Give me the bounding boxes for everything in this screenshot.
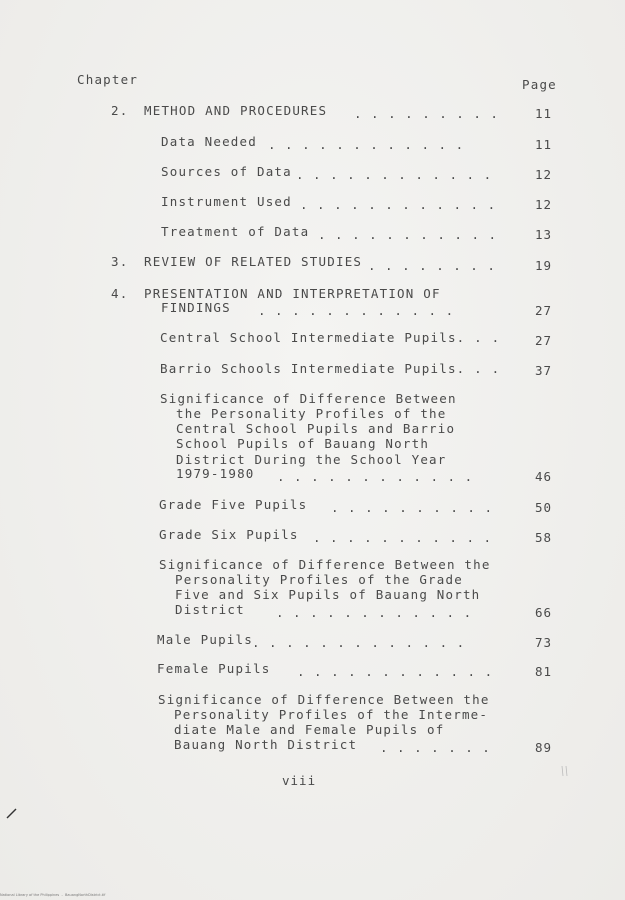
toc-page-number: 12 <box>534 197 552 212</box>
toc-page-number: 46 <box>534 469 552 484</box>
toc-entry-title-line: diate Male and Female Pupils of <box>174 722 445 737</box>
leader-dots: . . . . . . . . . . <box>331 500 493 515</box>
toc-page-number: 19 <box>534 258 552 273</box>
leader-dots: . . . . . . . . . . . <box>313 530 493 545</box>
chapter-number: 2. <box>111 103 129 118</box>
toc-entry-title-line: 1979-1980 <box>176 466 255 481</box>
toc-entry-title-line: Central School Pupils and Barrio <box>176 421 456 436</box>
toc-entry-title-line: Significance of Difference Between the <box>158 692 490 707</box>
toc-entry-title: Data Needed <box>161 134 257 149</box>
toc-page-number: 27 <box>534 303 552 318</box>
toc-page-number: 66 <box>534 605 552 620</box>
toc-entry-title-line: the Personality Profiles of the <box>176 406 447 421</box>
toc-entry-title: Treatment of Data <box>161 224 310 239</box>
chapter-header: Chapter <box>77 72 139 87</box>
scan-footer: National Library of the Philippines - BauangNorthDistrict.tif <box>0 893 106 897</box>
toc-entry-title: Central School Intermediate Pupils. . . <box>160 330 501 345</box>
toc-entry-title: Female Pupils <box>157 661 271 676</box>
toc-entry-title-line: PRESENTATION AND INTERPRETATION OF <box>144 286 441 301</box>
toc-entry-title: Sources of Data <box>161 164 292 179</box>
leader-dots: . . . . . . . . . . . . <box>297 664 494 679</box>
toc-page-number: 12 <box>534 167 552 182</box>
toc-page-number: 81 <box>534 664 552 679</box>
leader-dots: . . . . . . . . <box>368 258 496 273</box>
leader-dots: . . . . . . . . . . . . <box>277 469 474 484</box>
leader-dots: . . . . . . . . . . . . <box>276 605 473 620</box>
toc-entry-title-line: District <box>175 602 245 617</box>
leader-dots: . . . . . . . . . <box>354 106 499 121</box>
toc-entry-title-line: Five and Six Pupils of Bauang North <box>175 587 481 602</box>
toc-entry-title: METHOD AND PROCEDURES <box>144 103 328 118</box>
toc-page-number: 37 <box>534 363 552 378</box>
leader-dots: . . . . . . . . . . . . <box>268 137 465 152</box>
toc-page-number: 11 <box>534 137 552 152</box>
toc-page-number: 89 <box>534 740 552 755</box>
toc-page-number: 11 <box>534 106 552 121</box>
leader-dots: . . . . . . . <box>380 740 491 755</box>
toc-entry-title-line: Significance of Difference Between the <box>159 557 491 572</box>
toc-entry-title: Grade Six Pupils <box>159 527 299 542</box>
toc-page-number: 58 <box>534 530 552 545</box>
chapter-number: 3. <box>111 254 129 269</box>
toc-entry-title-line: District During the School Year <box>176 452 447 467</box>
leader-dots: . . . . . . . . . . . . <box>296 167 493 182</box>
chapter-number: 4. <box>111 286 129 301</box>
toc-entry-title-line: Personality Profiles of the Grade <box>175 572 463 587</box>
toc-entry-title: REVIEW OF RELATED STUDIES <box>144 254 363 269</box>
toc-page-number: 27 <box>534 333 552 348</box>
toc-entry-title-line: Personality Profiles of the Interme- <box>174 707 489 722</box>
toc-entry-title: Grade Five Pupils <box>159 497 308 512</box>
toc-entry-title: Barrio Schools Intermediate Pupils. . . <box>160 361 501 376</box>
toc-page-number: 13 <box>534 227 552 242</box>
toc-entry-title-line: Significance of Difference Between <box>160 391 457 406</box>
leader-dots: . . . . . . . . . . . <box>318 227 498 242</box>
leader-dots: . . . . . . . . . . . . <box>300 197 497 212</box>
toc-entry-title: Instrument Used <box>161 194 292 209</box>
toc-page-number: 50 <box>534 500 552 515</box>
toc-entry-title: Male Pupils <box>157 632 253 647</box>
toc-entry-title-line: FINDINGS <box>161 300 231 315</box>
toc-entry-title-line: Bauang North District <box>174 737 358 752</box>
leader-dots: . . . . . . . . . . . . <box>258 303 455 318</box>
pen-mark-icon <box>5 806 19 820</box>
pencil-tick-icon <box>560 764 570 778</box>
toc-entry-title-line: School Pupils of Bauang North <box>176 436 430 451</box>
leader-dots: . . . . . . . . . . . . . <box>252 635 466 650</box>
roman-page-number: viii <box>282 773 317 788</box>
page-header: Page <box>522 77 557 92</box>
toc-page-number: 73 <box>534 635 552 650</box>
